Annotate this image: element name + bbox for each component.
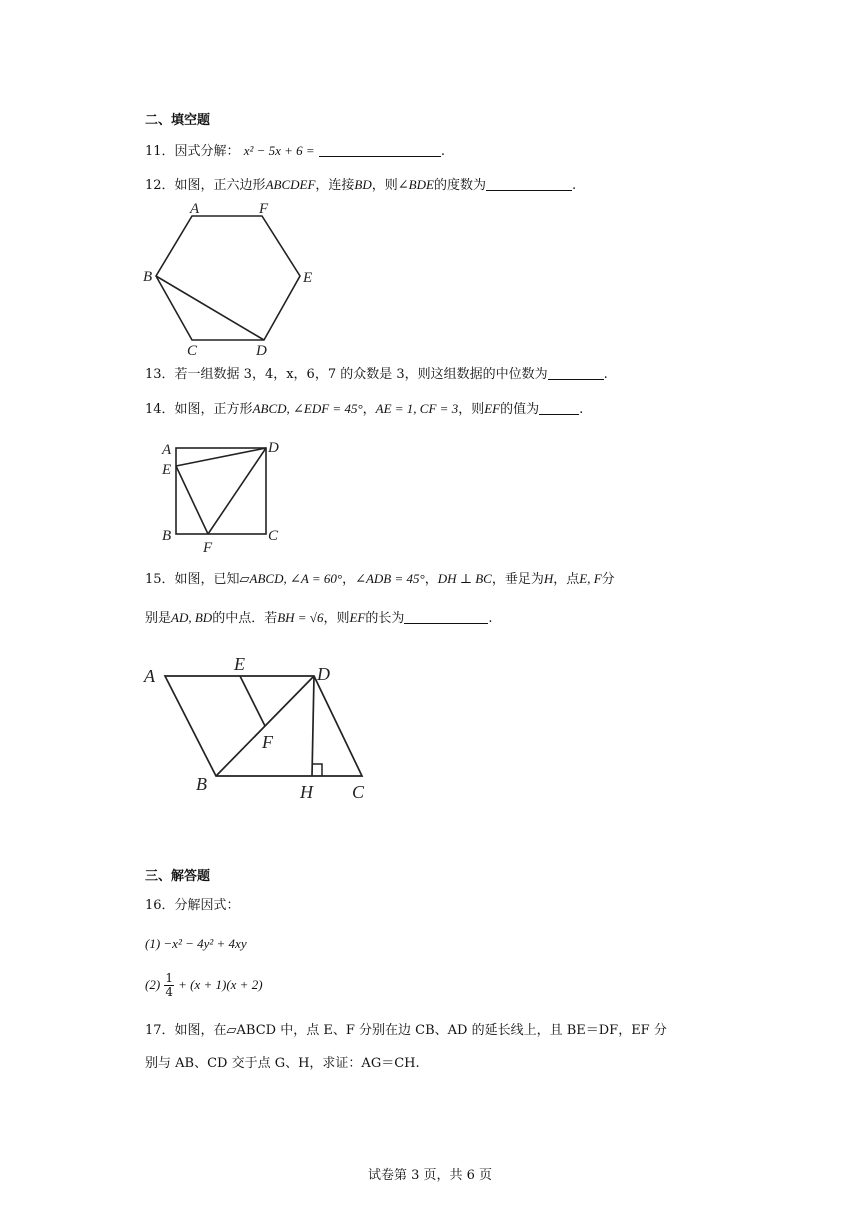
q16-part-1: (1) −x² − 4y² + 4xy [145,936,247,951]
q14-number: 14． [145,402,175,417]
q14-text-a: 如图，正方形 [174,402,253,417]
q13-text: 若一组数据 3，4，x，6，7 的众数是 3，则这组数据的中位数为 [174,367,548,382]
q15-text-d: ，垂足为 [491,572,544,587]
q12-label-d: D [256,343,267,359]
q14-label-c: C [268,528,279,544]
q16-part-2-label: (2) [145,977,161,992]
q13-end: . [603,367,608,382]
q11-number: 11． [145,144,175,159]
q12-answer-blank [486,177,572,191]
q15-text-line2a: 别是 [145,611,172,626]
q14-math-lengths: AE = 1, CF = 3 [375,401,459,416]
q12-text-a: 如图，正六边形 [174,178,266,193]
q14-answer-blank [539,401,579,415]
q11-answer-blank [319,143,441,157]
page-footer: 试卷第 3 页，共 6 页 [367,1168,493,1183]
q16-fraction-numerator: 1 [165,971,173,985]
q12-label-e: E [303,270,313,286]
q14-text-c: ，则 [458,402,485,417]
q16-part-2-expression: + (x + 1)(x + 2) [178,977,263,992]
q16-text: 分解因式： [174,898,240,913]
q17-text-line1: 如图，在▱ABCD 中，点 E、F 分别在边 CB、AD 的延长线上，且 BE＝DF，EF 分 [174,1023,667,1038]
question-16 [145,897,240,915]
q15-label-h: H [300,782,313,802]
q15-math-bh: BH = √6 [277,610,324,625]
q14-label-d: D [268,440,279,456]
q15-text-a: 如图，已知▱ [174,572,250,587]
question-14 [145,400,583,419]
q12-text-d: 的度数为 [433,178,486,193]
question-17-line-2: 别与 AB、CD 交于点 G、H，求证：AG＝CH. [145,1056,420,1071]
q15-number: 15． [145,572,175,587]
q12-label-c: C [187,343,198,359]
q15-label-f: F [262,732,273,752]
q12-math-angle: ∠BDE [397,177,434,192]
q15-answer-blank [404,610,488,624]
q14-label-f: F [203,540,213,556]
q15-math-ef: EF [349,610,366,625]
question-15-line-1 [145,570,615,589]
q12-label-f: F [259,201,269,217]
q13-answer-blank [548,366,604,380]
section-heading-solve: 三、解答题 [145,869,211,884]
question-11 [145,142,445,161]
q15-label-b: B [196,774,207,794]
question-12 [145,176,576,195]
q11-expression: x² − 5x + 6 = [243,143,315,158]
q11-end: . [440,144,445,159]
q14-end: . [579,402,584,417]
q15-end: . [488,611,493,626]
q12-math-bd: BD [354,177,372,192]
q15-text-e: ，点 [553,572,580,587]
q15-math-ad-bd: AD, BD [171,610,213,625]
q14-label-b: B [162,528,172,544]
q16-fraction [164,972,174,999]
q15-math-perp: DH ⊥ BC [437,571,492,586]
q14-label-a: A [162,442,172,458]
q14-math-ef: EF [484,401,501,416]
q14-math-square: ABCD, ∠EDF = 45° [252,401,363,416]
q15-math-h: H [543,571,554,586]
q15-label-e: E [234,654,245,674]
q17-number: 17． [145,1023,175,1038]
question-15-line-2 [145,609,493,628]
q15-label-a: A [144,666,155,686]
question-17-line-1 [145,1022,667,1040]
q12-label-b: B [143,269,153,285]
q14-text-b: ， [362,402,376,417]
q15-text-f: 分 [601,572,615,587]
q15-text-c: ， [424,572,438,587]
q11-lead: 因式分解： [174,144,240,159]
q15-parallelogram-figure [140,650,390,800]
q14-text-d: 的值为 [500,402,540,417]
question-13 [145,366,608,384]
q12-hexagon-figure [140,198,320,360]
q16-fraction-denominator: 4 [165,985,173,999]
q15-text-b: ， [342,572,356,587]
q14-label-e: E [162,462,172,478]
q12-end: . [571,178,577,193]
q12-number: 12． [145,178,175,193]
q12-math-hexagon: ABCDEF [265,177,316,192]
q15-text-line2b: 的中点．若 [212,611,278,626]
q16-number: 16． [145,898,175,913]
q15-text-line2d: 的长为 [365,611,405,626]
q15-text-line2c: ，则 [323,611,350,626]
q15-math-ef-points: E, F [579,571,602,586]
q14-square-figure [158,436,288,556]
q12-text-b: ，连接 [315,178,355,193]
q15-label-c: C [352,782,365,802]
q12-text-c: ，则 [371,178,398,193]
q13-number: 13． [145,367,175,382]
section-heading-fill-in: 二、填空题 [145,113,211,128]
q15-math-angle-adb: ∠ADB = 45° [355,571,425,586]
q16-part-2 [145,972,263,999]
q15-math-parallelogram: ABCD, ∠A = 60° [249,571,343,586]
q12-label-a: A [190,201,200,217]
q15-label-d: D [317,664,330,684]
